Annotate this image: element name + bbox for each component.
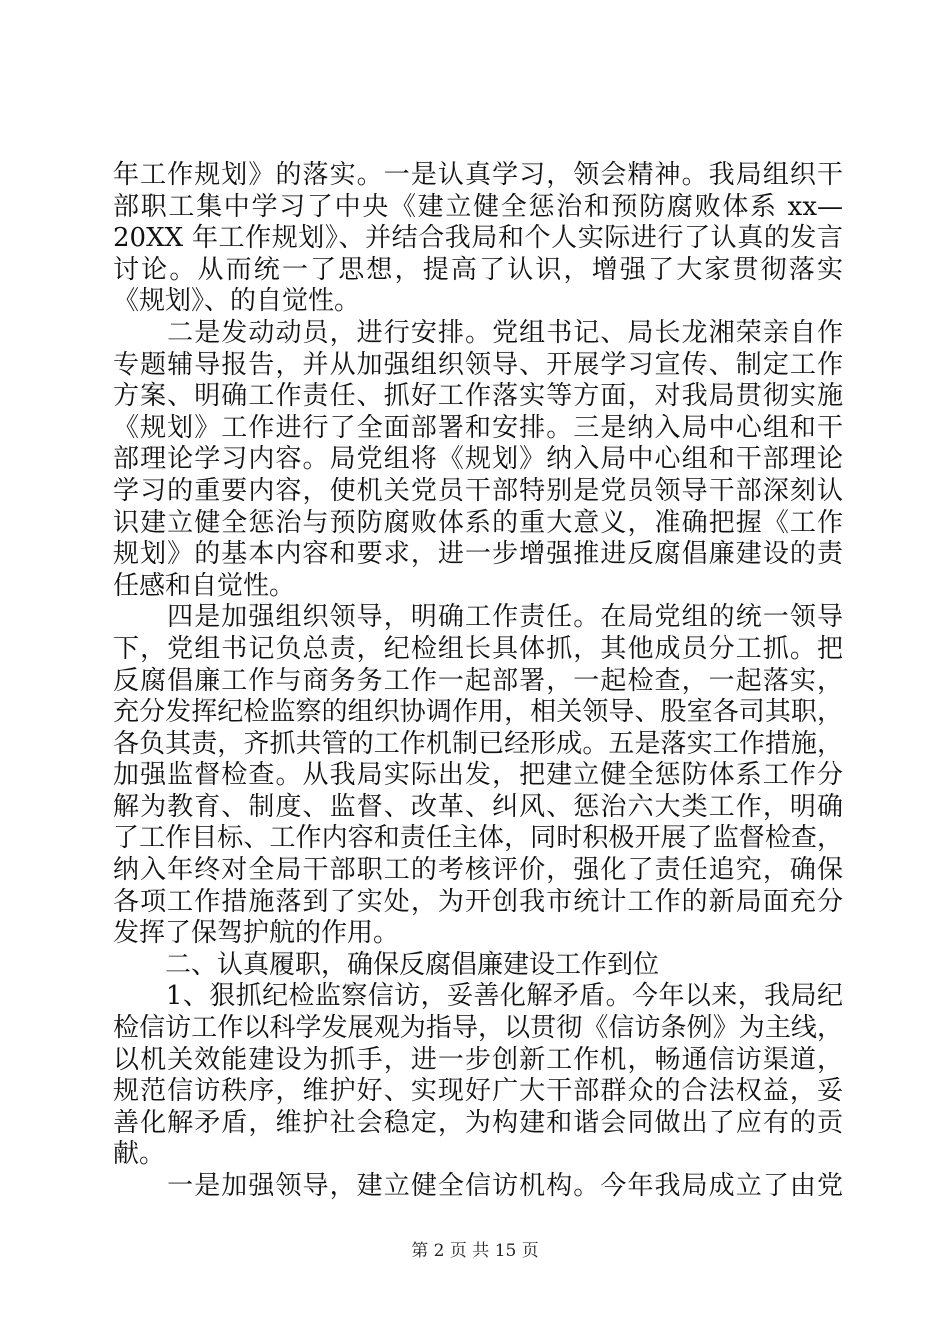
text-line: 部职工集中学习了中央《建立健全惩治和预防腐败体系 xx— xyxy=(113,191,843,222)
text-line: 二、认真履职，确保反腐倡廉建设工作到位 xyxy=(113,949,660,980)
text-line: 下，党组书记负总责，纪检组长具体抓，其他成员分工抓。把 xyxy=(113,633,843,664)
text-line: 识建立健全惩治与预防腐败体系的重大意义，准确把握《工作 xyxy=(113,507,843,538)
text-line: 部理论学习内容。局党组将《规划》纳入局中心组和干部理论 xyxy=(113,444,843,475)
text-line: 方案、明确工作责任、抓好工作落实等方面，对我局贯彻实施 xyxy=(113,381,843,412)
text-line: 各负其责，齐抓共管的工作机制已经形成。五是落实工作措施， xyxy=(113,728,843,759)
text-line: 四是加强组织领导，明确工作责任。在局党组的统一领导 xyxy=(113,602,843,633)
text-line: 了工作目标、工作内容和责任主体，同时积极开展了监督检查， xyxy=(113,823,843,854)
page-footer: 第 2 页 共 15 页 xyxy=(411,1241,539,1261)
text-line: 善化解矛盾，维护社会稳定，为构建和谐会同做出了应有的贡 xyxy=(113,1107,843,1138)
text-line: 以机关效能建设为抓手，进一步创新工作机，畅通信访渠道， xyxy=(113,1044,843,1075)
document-body xyxy=(113,160,843,1203)
text-line: 任感和自觉性。 xyxy=(113,570,296,601)
text-line: 加强监督检查。从我局实际出发，把建立健全惩防体系工作分 xyxy=(113,760,843,791)
text-line: 解为教育、制度、监督、改革、纠风、惩治六大类工作，明确 xyxy=(113,791,843,822)
text-line: 学习的重要内容，使机关党员干部特别是党员领导干部深刻认 xyxy=(113,475,843,506)
text-line: 讨论。从而统一了思想，提高了认识，增强了大家贯彻落实 xyxy=(113,254,843,285)
text-line: 检信访工作以科学发展观为指导，以贯彻《信访条例》为主线， xyxy=(113,1013,843,1044)
text-line: 纳入年终对全局干部职工的考核评价，强化了责任追究，确保 xyxy=(113,855,843,886)
text-line: 发挥了保驾护航的作用。 xyxy=(113,918,400,949)
text-line: 一是加强领导，建立健全信访机构。今年我局成立了由党 xyxy=(113,1171,843,1201)
text-line: 《规划》工作进行了全面部署和安排。三是纳入局中心组和干 xyxy=(113,412,843,443)
text-line: 规划》的基本内容和要求，进一步增强推进反腐倡廉建设的责 xyxy=(113,539,843,570)
text-line: 年工作规划》的落实。一是认真学习，领会精神。我局组织干 xyxy=(113,160,843,190)
text-line: 20XX 年工作规划》、并结合我局和个人实际进行了认真的发言 xyxy=(113,223,843,254)
text-line: 献。 xyxy=(113,1139,166,1170)
text-line: 充分发挥纪检监察的组织协调作用，相关领导、股室各司其职， xyxy=(113,697,843,728)
text-line: 各项工作措施落到了实处，为开创我市统计工作的新局面充分 xyxy=(113,886,843,917)
text-line: 1、狠抓纪检监察信访，妥善化解矛盾。今年以来，我局纪 xyxy=(113,981,843,1012)
text-line: 反腐倡廉工作与商务务工作一起部署，一起检查，一起落实， xyxy=(113,665,843,696)
text-line: 《规划》、的自觉性。 xyxy=(113,286,361,317)
text-line: 规范信访秩序，维护好、实现好广大干部群众的合法权益，妥 xyxy=(113,1076,843,1107)
text-line: 专题辅导报告，并从加强组织领导、开展学习宣传、制定工作 xyxy=(113,349,843,380)
text-line: 二是发动动员，进行安排。党组书记、局长龙湘荣亲自作 xyxy=(113,317,843,348)
